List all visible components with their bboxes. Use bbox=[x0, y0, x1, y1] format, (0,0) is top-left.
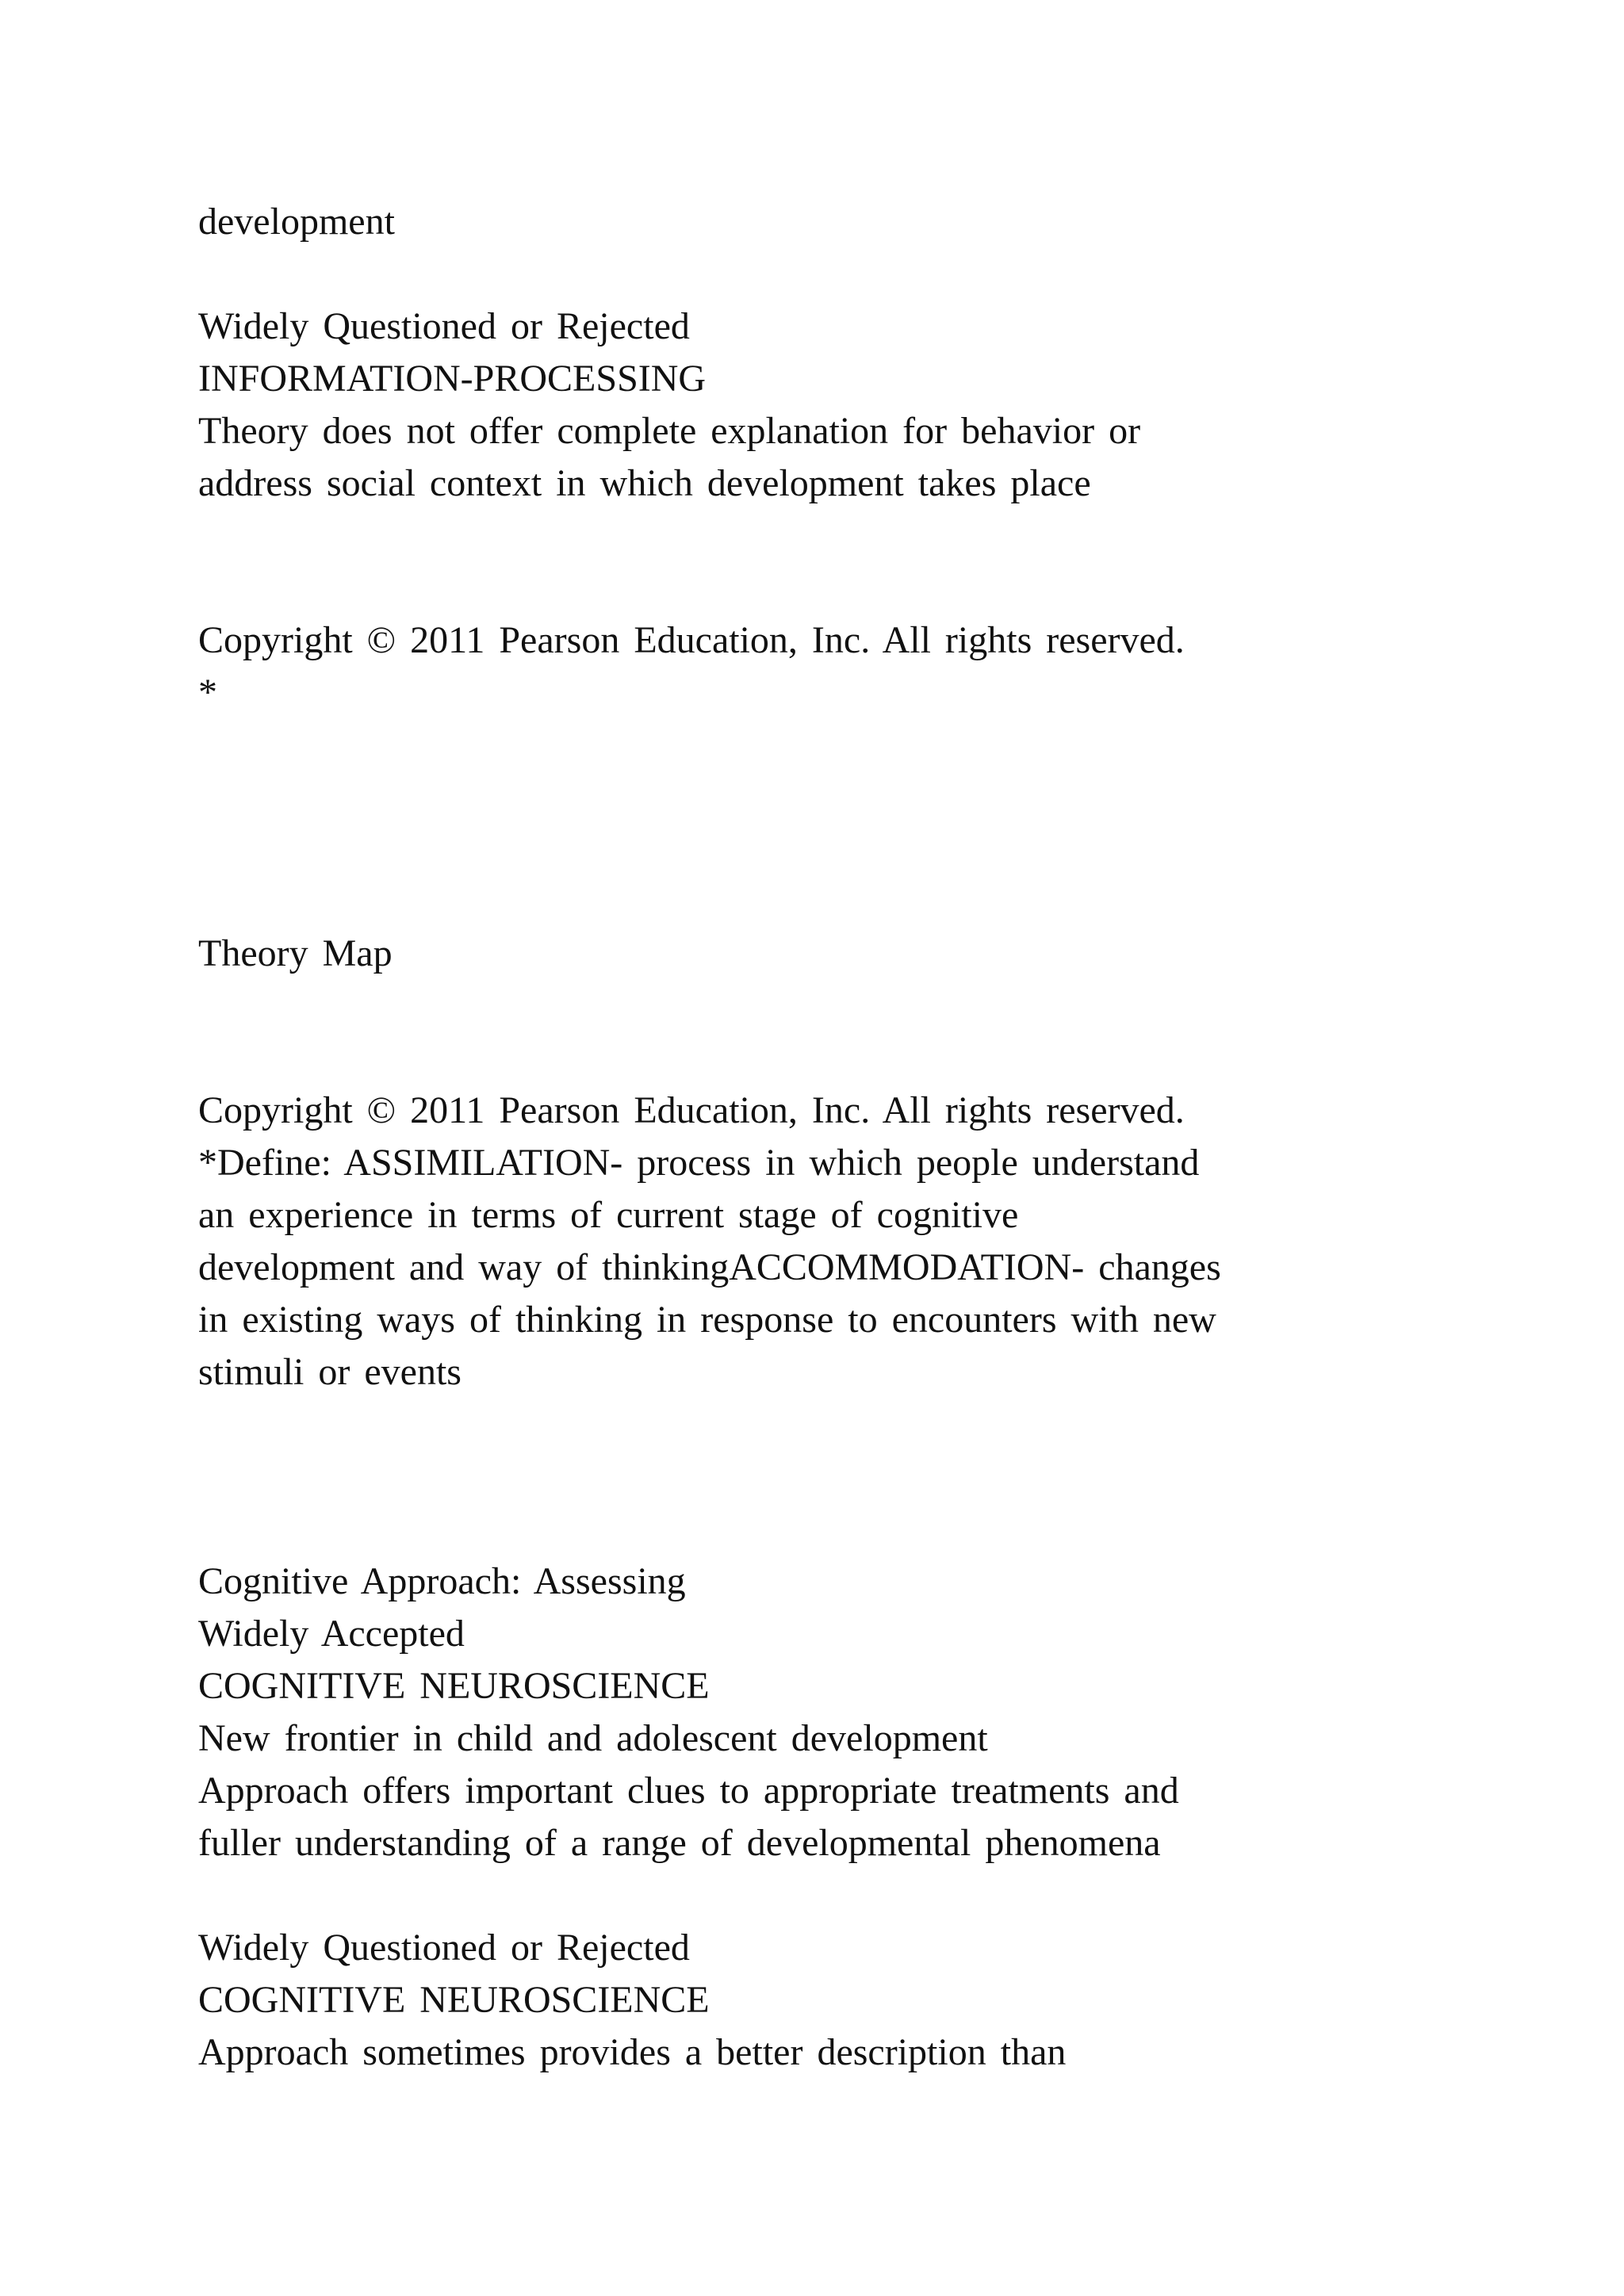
section-heading: Widely Questioned or Rejected bbox=[198, 1927, 690, 1969]
text-line: New frontier in child and adolescent development bbox=[198, 1717, 988, 1759]
text-line: development bbox=[198, 201, 395, 243]
text-line: an experience in terms of current stage of cognitive bbox=[198, 1194, 1019, 1236]
text-line: Approach offers important clues to appropriate treatments and bbox=[198, 1770, 1179, 1812]
section-subheading: COGNITIVE NEUROSCIENCE bbox=[198, 1665, 710, 1707]
text-line: Theory does not offer complete explanation for behavior or bbox=[198, 410, 1141, 452]
section-subheading: Widely Accepted bbox=[198, 1613, 465, 1655]
text-line: * bbox=[198, 672, 217, 714]
text-line: address social context in which development takes place bbox=[198, 462, 1091, 504]
copyright-line: Copyright © 2011 Pearson Education, Inc. All rights reserved. bbox=[198, 1089, 1185, 1131]
section-subheading: INFORMATION-PROCESSING bbox=[198, 358, 707, 400]
section-heading: Widely Questioned or Rejected bbox=[198, 305, 690, 347]
section-subheading: COGNITIVE NEUROSCIENCE bbox=[198, 1979, 710, 2021]
section-heading: Theory Map bbox=[198, 932, 393, 974]
text-line: development and way of thinkingACCOMMODATION- changes bbox=[198, 1246, 1221, 1288]
text-line: Approach sometimes provides a better description than bbox=[198, 2031, 1067, 2073]
text-line: stimuli or events bbox=[198, 1351, 462, 1393]
text-line: in existing ways of thinking in response to encounters with new bbox=[198, 1299, 1216, 1341]
copyright-line: Copyright © 2011 Pearson Education, Inc. All rights reserved. bbox=[198, 619, 1185, 661]
section-heading: Cognitive Approach: Assessing bbox=[198, 1560, 686, 1602]
text-line: fuller understanding of a range of developmental phenomena bbox=[198, 1822, 1161, 1864]
text-line: *Define: ASSIMILATION- process in which people understand bbox=[198, 1142, 1200, 1184]
